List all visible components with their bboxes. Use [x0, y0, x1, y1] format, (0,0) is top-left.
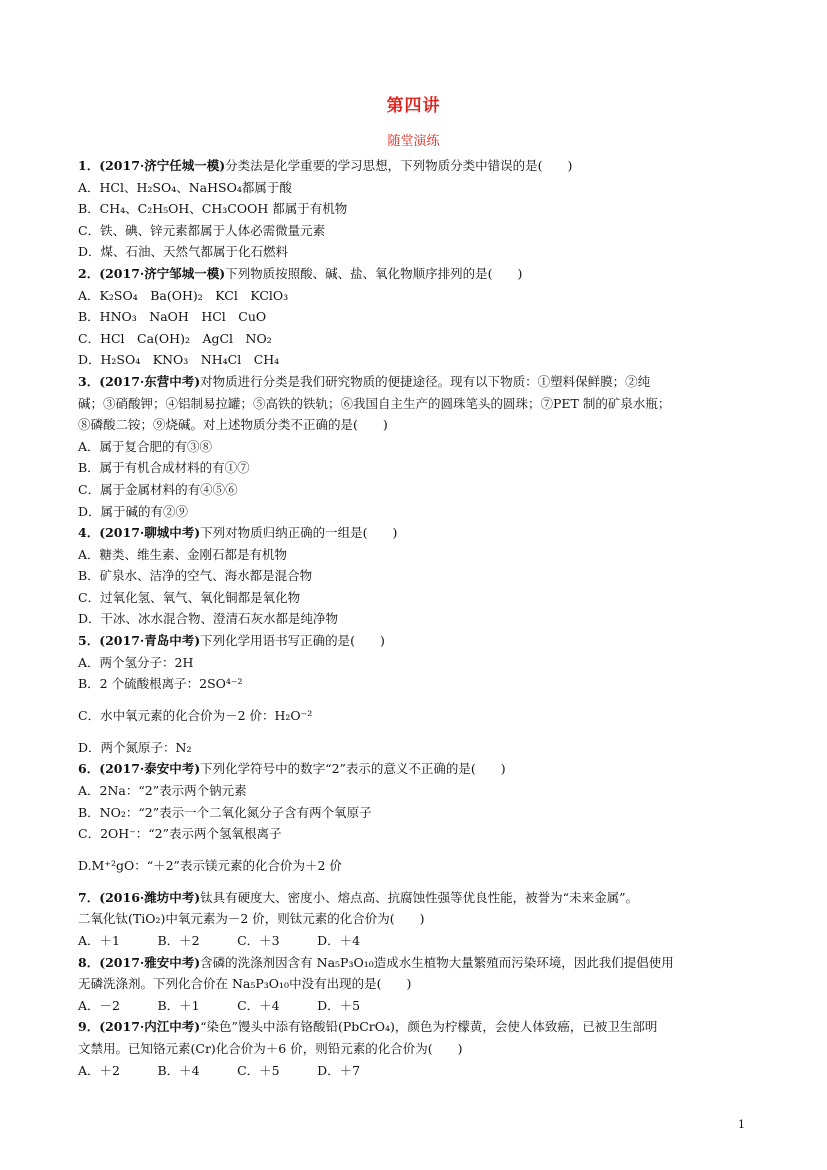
- line-text: B．HNO₃ NaOH HCl CuO: [78, 309, 267, 325]
- question-line: [78, 608, 758, 630]
- page-number: 1: [738, 1118, 745, 1131]
- line-text: A．属于复合肥的有③⑧: [78, 438, 213, 454]
- question-line: [78, 1038, 758, 1060]
- line-text: D．干冰、冰水混合物、澄清石灰水都是纯净物: [78, 611, 339, 627]
- question-line: [78, 349, 758, 371]
- line-text: B．矿泉水、洁净的空气、海水都是混合物: [78, 568, 313, 584]
- question-number: 4．(2017·聊城中考): [78, 525, 201, 541]
- line-text: 碱；③硝酸钾；④铝制易拉罐；⑤高铁的铁轨；⑥我国自主生产的圆珠笔头的圆珠；⑦PET 制的矿泉水瓶；: [78, 395, 671, 411]
- question-stem: [78, 155, 758, 177]
- question-line: [78, 695, 758, 737]
- question-number: 6．(2017·泰安中考): [78, 761, 201, 777]
- question-line: [78, 328, 758, 350]
- line-text: A．两个氢分子：2H: [78, 654, 194, 670]
- line-text: B．属于有机合成材料的有①⑦: [78, 460, 250, 476]
- line-text: 分类法是化学重要的学习思想，下列物质分类中错误的是( ): [225, 158, 573, 173]
- question-line: [78, 306, 758, 328]
- question-line: [78, 823, 758, 845]
- question-stem: [78, 630, 758, 652]
- line-text: ⑧磷酸二铵；⑨烧碱。对上述物质分类不正确的是( ): [78, 417, 388, 433]
- question-stem: [78, 758, 758, 780]
- line-text: B．NO₂：“2”表示一个二氧化氮分子含有两个氧原子: [78, 804, 372, 820]
- question-number: 9．(2017·内江中考): [78, 1019, 201, 1035]
- question-line: [78, 501, 758, 523]
- question-line: [78, 652, 758, 674]
- line-text: C．2OH⁻：“2”表示两个氢氧根离子: [78, 826, 282, 842]
- question-line: [78, 565, 758, 587]
- question-line: [78, 457, 758, 479]
- question-stem: [78, 371, 758, 393]
- question-line: [78, 1060, 758, 1082]
- line-text: C．属于金属材料的有④⑤⑥: [78, 481, 238, 497]
- line-text: C．过氧化氢、氧气、氧化铜都是氧化物: [78, 589, 301, 605]
- question-number: 3．(2017·东营中考): [78, 373, 201, 389]
- line-text: 下列对物质归纳正确的一组是( ): [200, 525, 398, 541]
- question-stem: [78, 952, 758, 974]
- question-number: 2．(2017·济宁邹城一模): [78, 265, 226, 281]
- question-line: [78, 845, 758, 887]
- question-line: [78, 930, 758, 952]
- line-text: D．属于碱的有②⑨: [78, 503, 189, 519]
- line-text: “染色”馒头中添有铬酸铅(PbCrO₄)，颜色为柠檬黄，会使人体致癌，已被卫生部明: [200, 1019, 658, 1035]
- line-text: B．CH₄、C₂H₅OH、CH₃COOH 都属于有机物: [78, 201, 348, 217]
- question-number: 1．(2017·济宁任城一模): [78, 158, 226, 173]
- line-text: D．煤、石油、天然气都属于化石燃料: [78, 244, 289, 260]
- question-number: 7．(2016·潍坊中考): [78, 889, 201, 905]
- question-number: 8．(2017·雅安中考): [78, 954, 201, 970]
- question-line: [78, 673, 758, 695]
- question-line: [78, 908, 758, 930]
- question-line: [78, 802, 758, 824]
- page-title: 第四讲: [386, 96, 441, 116]
- question-stem: [78, 263, 758, 285]
- line-text: 对物质进行分类是我们研究物质的便捷途径。现有以下物质：①塑料保鲜膜；②纯: [200, 373, 651, 389]
- question-line: [78, 544, 758, 566]
- line-text: A．2Na：“2”表示两个钠元素: [78, 783, 247, 799]
- line-text: C．HCl Ca(OH)₂ AgCl NO₂: [78, 330, 272, 346]
- question-line: [78, 737, 758, 759]
- line-text: 下列化学符号中的数字“2”表示的意义不正确的是( ): [200, 761, 506, 777]
- question-stem: [78, 1016, 758, 1038]
- question-stem: [78, 522, 758, 544]
- question-line: [78, 587, 758, 609]
- question-line: [78, 436, 758, 458]
- line-text: 二氧化钛(TiO₂)中氧元素为－2 价，则钛元素的化合价为( ): [78, 911, 425, 927]
- line-text: A．－2 B．＋1 C．＋4 D．＋5: [78, 997, 361, 1013]
- line-text: A．＋1 B．＋2 C．＋3 D．＋4: [78, 933, 361, 948]
- question-line: [78, 973, 758, 995]
- line-text: A．＋2 B．＋4 C．＋5 D．＋7: [78, 1062, 361, 1078]
- question-stem: [78, 887, 758, 909]
- question-line: [78, 198, 758, 220]
- line-text: A．K₂SO₄ Ba(OH)₂ KCl KClO₃: [78, 287, 289, 303]
- question-line: [78, 285, 758, 307]
- line-text: 下列化学用语书写正确的是( ): [200, 633, 385, 649]
- question-number: 5．(2017·青岛中考): [78, 633, 201, 649]
- line-text: B．2 个硫酸根离子：2SO⁴⁻²: [78, 676, 243, 692]
- question-line: [78, 241, 758, 263]
- line-text: 下列物质按照酸、碱、盐、氧化物顺序排列的是( ): [225, 265, 523, 281]
- line-text: C．铁、碘、锌元素都属于人体必需微量元素: [78, 222, 326, 238]
- question-line: [78, 393, 758, 415]
- question-line: [78, 479, 758, 501]
- page-subtitle: 随堂演练: [387, 134, 440, 149]
- line-text: 无磷洗涤剂。下列化合价在 Na₅P₃O₁₀中没有出现的是( ): [78, 976, 412, 992]
- line-text: 钛具有硬度大、密度小、熔点高、抗腐蚀性强等优良性能，被誉为“未来金属”。: [200, 889, 638, 905]
- question-line: [78, 414, 758, 436]
- question-list: [78, 155, 758, 1081]
- line-text: A．糖类、维生素、金刚石都是有机物: [78, 546, 288, 562]
- question-line: [78, 177, 758, 199]
- line-text: 含磷的洗涤剂因含有 Na₅P₃O₁₀造成水生植物大量繁殖而污染环境，因此我们提倡使用: [200, 954, 674, 970]
- line-text: D．H₂SO₄ KNO₃ NH₄Cl CH₄: [78, 352, 280, 368]
- line-text: A．HCl、H₂SO₄、NaHSO₄都属于酸: [78, 179, 292, 195]
- line-text: D．两个氮原子：N₂: [78, 739, 192, 755]
- line-text: 文禁用。已知铬元素(Cr)化合价为＋6 价，则铅元素的化合价为( ): [78, 1040, 463, 1056]
- question-line: [78, 220, 758, 242]
- question-line: [78, 780, 758, 802]
- line-text: C．水中氧元素的化合价为－2 价：H₂O⁻²: [78, 707, 313, 723]
- line-text: D.M⁺²gO：“＋2”表示镁元素的化合价为＋2 价: [78, 857, 342, 873]
- question-line: [78, 995, 758, 1017]
